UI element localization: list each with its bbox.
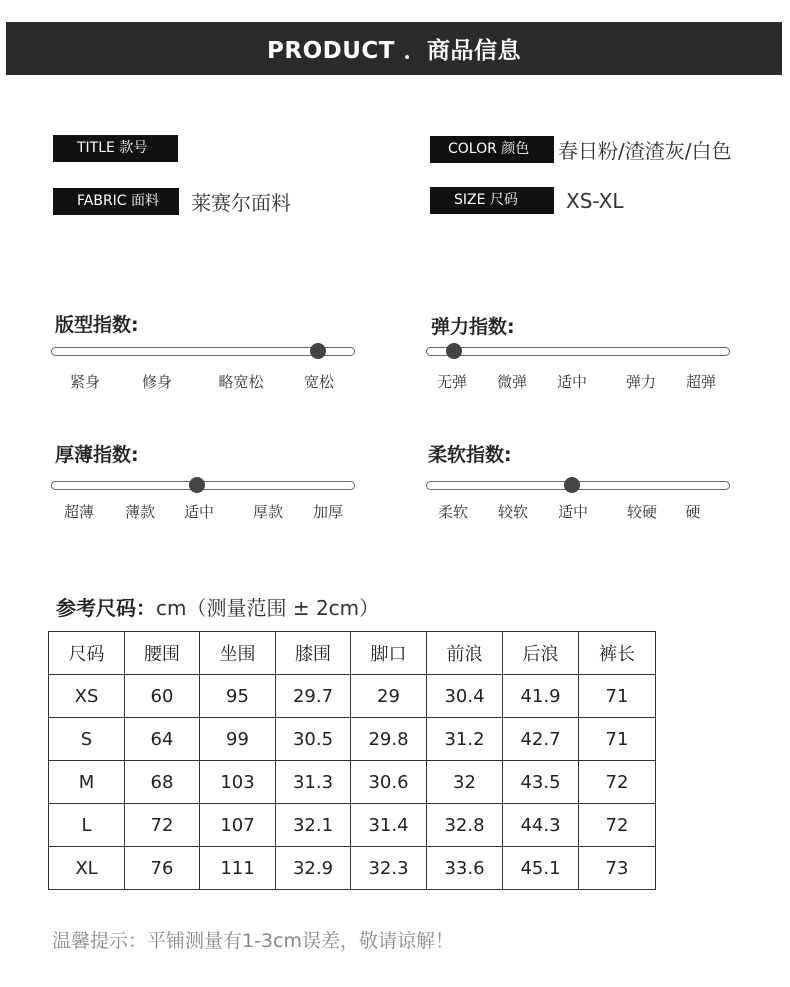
table-cell: 42.7 [503,718,579,761]
size-row [430,187,623,214]
page-header [6,22,782,75]
table-cell: 71 [579,675,656,718]
table-row [49,804,656,847]
elasticity-label-4: 弹力 [625,373,657,391]
header-cell: 裤长 [579,632,656,675]
thickness-label-3: 适中 [183,503,215,521]
header-cell: 尺码 [49,632,125,675]
thickness-label-2: 薄款 [124,503,156,521]
table-cell: 72 [579,804,656,847]
elasticity-index-track [426,347,730,356]
fabric-value: 莱赛尔面料 [191,191,291,215]
color-row [430,135,731,164]
header-cell: 坐围 [200,632,276,675]
softness-label-3: 适中 [557,503,589,521]
softness-label-4: 较硬 [626,503,658,521]
table-cell: 31.3 [276,761,351,804]
table-cell: 30.4 [427,675,503,718]
table-cell: 107 [200,804,276,847]
elasticity-label-2: 微弹 [496,373,528,391]
table-cell: 31.4 [351,804,427,847]
table-cell: 111 [200,847,276,890]
table-cell: 32.3 [351,847,427,890]
table-cell: XS [49,675,125,718]
table-row [49,675,656,718]
fit-label-3: 略宽松 [218,373,264,391]
header-cell: 后浪 [503,632,579,675]
table-cell: 103 [200,761,276,804]
table-row [49,718,656,761]
table-cell: 45.1 [503,847,579,890]
table-cell: 64 [125,718,200,761]
table-cell: 33.6 [427,847,503,890]
table-cell: 99 [200,718,276,761]
thickness-index-track [51,481,355,490]
softness-label-2: 较软 [497,503,529,521]
header-cell: 膝围 [276,632,351,675]
size-value: XS-XL [566,188,624,213]
fit-label-2: 修身 [141,373,173,391]
size-chart-title-unit: cm（测量范围 ± 2cm） [156,596,380,620]
size-tag: SIZE 尺码 [430,187,554,214]
table-cell: 29 [351,675,427,718]
size-table [48,631,656,890]
header-cell: 腰围 [125,632,200,675]
table-cell: 73 [579,847,656,890]
fit-label-4: 宽松 [303,373,335,391]
elasticity-label-3: 适中 [556,373,588,391]
table-cell: 29.7 [276,675,351,718]
elasticity-label-1: 无弹 [436,373,468,391]
elasticity-index-knob [446,343,462,359]
table-cell: 68 [125,761,200,804]
table-cell: 95 [200,675,276,718]
table-cell: 31.2 [427,718,503,761]
table-cell: 32 [427,761,503,804]
fit-label-1: 紧身 [69,373,101,391]
table-cell: 32.9 [276,847,351,890]
fit-index-track [51,347,355,356]
table-cell: 30.6 [351,761,427,804]
size-chart-title-bold: 参考尺码： [56,596,156,620]
title-row [53,135,190,162]
fabric-row [53,187,291,216]
elasticity-label-5: 超弹 [685,373,717,391]
thickness-label-5: 加厚 [312,503,344,521]
fabric-tag: FABRIC 面料 [53,188,179,215]
softness-index-title: 柔软指数: [428,444,512,466]
thickness-index-title: 厚薄指数: [55,444,139,466]
softness-index-track [426,481,730,490]
thickness-index-knob [189,477,205,493]
header-cell: 前浪 [427,632,503,675]
table-cell: 60 [125,675,200,718]
page-title: PRODUCT ．商品信息 [267,38,521,64]
size-chart-title [56,592,379,621]
table-cell: 29.8 [351,718,427,761]
table-cell: 30.5 [276,718,351,761]
softness-label-1: 柔软 [437,503,469,521]
title-tag: TITLE 款号 [53,135,178,162]
table-cell: 76 [125,847,200,890]
table-row [49,761,656,804]
table-cell: 72 [125,804,200,847]
table-row [49,847,656,890]
table-cell: 32.8 [427,804,503,847]
fit-index-title: 版型指数: [55,314,139,336]
softness-label-5: 硬 [685,503,701,521]
table-cell: S [49,718,125,761]
measurement-note: 温馨提示：平铺测量有1-3cm误差，敬请谅解！ [52,930,454,952]
table-cell: M [49,761,125,804]
table-cell: 43.5 [503,761,579,804]
table-cell: 71 [579,718,656,761]
elasticity-index-title: 弹力指数: [431,316,515,338]
color-tag: COLOR 颜色 [430,136,554,163]
table-cell: 32.1 [276,804,351,847]
table-cell: 72 [579,761,656,804]
table-cell: 41.9 [503,675,579,718]
table-header-row [49,632,656,675]
color-value: 春日粉/渣渣灰/白色 [558,139,732,163]
softness-index-knob [564,477,580,493]
table-cell: 44.3 [503,804,579,847]
table-cell: XL [49,847,125,890]
header-cell: 脚口 [351,632,427,675]
fit-index-knob [310,343,326,359]
table-cell: L [49,804,125,847]
thickness-label-1: 超薄 [63,503,95,521]
thickness-label-4: 厚款 [252,503,284,521]
